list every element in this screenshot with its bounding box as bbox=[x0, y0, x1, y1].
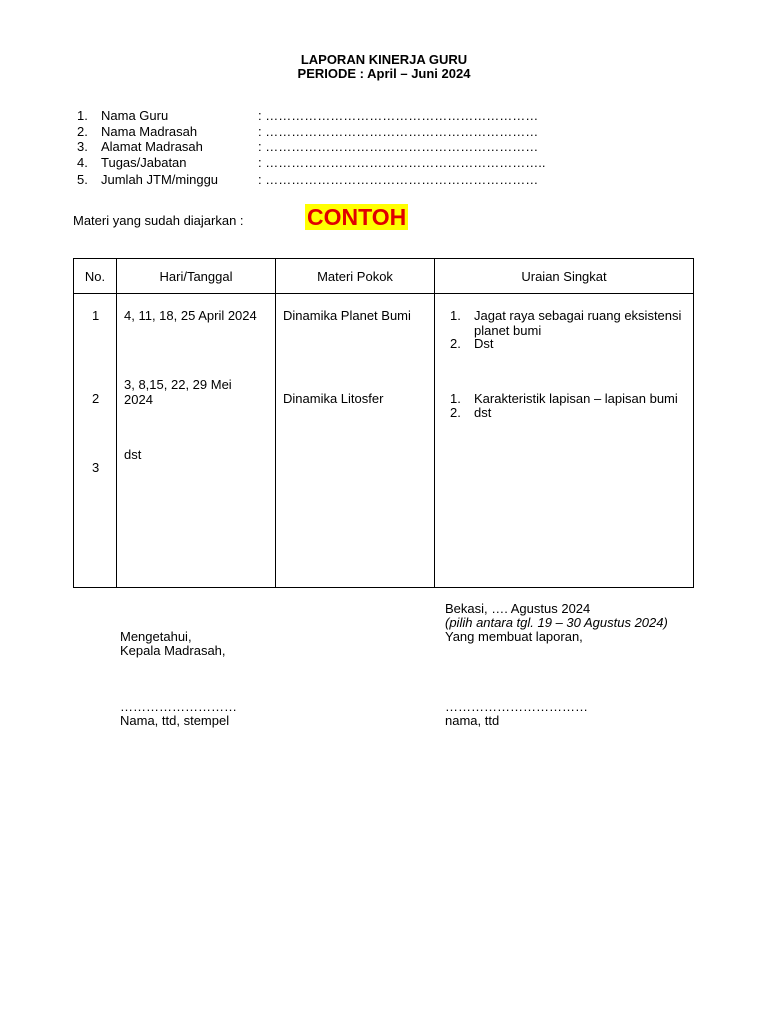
row-no: 2 bbox=[92, 391, 100, 406]
list-text: Karakteristik lapisan – lapisan bumi bbox=[474, 391, 678, 406]
list-num: 1. bbox=[450, 308, 461, 323]
signature-caption: Nama, ttd, stempel bbox=[120, 713, 230, 728]
row-date: dst bbox=[124, 447, 142, 462]
identity-label: Jumlah JTM/minggu bbox=[101, 172, 219, 187]
report-period: PERIODE : April – Juni 2024 bbox=[297, 66, 471, 81]
identity-num: 5. bbox=[77, 172, 88, 187]
row-no: 1 bbox=[92, 308, 100, 323]
acknowledge-label: Mengetahui, bbox=[120, 629, 192, 644]
signature-dots: ……………………… bbox=[120, 699, 237, 714]
identity-label: Nama Guru bbox=[101, 108, 169, 123]
list-num: 2. bbox=[450, 405, 461, 420]
signature-caption: nama, ttd bbox=[445, 713, 500, 728]
uraian-column bbox=[435, 294, 693, 587]
list-text: dst bbox=[474, 405, 492, 420]
materi-label: Materi yang sudah diajarkan : bbox=[73, 213, 244, 228]
table-header-row bbox=[74, 259, 694, 294]
header-uraian: Uraian Singkat bbox=[435, 259, 694, 294]
principal-label: Kepala Madrasah, bbox=[120, 643, 226, 658]
row-no: 3 bbox=[92, 460, 100, 475]
signature-dots: …………………………… bbox=[445, 699, 588, 714]
date-column bbox=[117, 294, 275, 587]
report-title: LAPORAN KINERJA GURU bbox=[300, 52, 468, 67]
report-table bbox=[73, 258, 694, 588]
identity-label: Nama Madrasah bbox=[101, 124, 198, 139]
identity-label: Tugas/Jabatan bbox=[101, 155, 187, 170]
materi-column bbox=[276, 294, 434, 587]
header-materi: Materi Pokok bbox=[276, 259, 435, 294]
row-materi: Dinamika Litosfer bbox=[283, 391, 384, 406]
contoh-badge: CONTOH bbox=[307, 204, 407, 230]
identity-label: Alamat Madrasah bbox=[101, 139, 203, 154]
identity-num: 1. bbox=[77, 108, 88, 123]
identity-value: : ……………………………………………………… bbox=[258, 108, 539, 123]
row-materi: Dinamika Planet Bumi bbox=[283, 308, 411, 323]
place-date: Bekasi, …. Agustus 2024 bbox=[445, 601, 591, 616]
header-date: Hari/Tanggal bbox=[117, 259, 276, 294]
author-label: Yang membuat laporan, bbox=[445, 629, 583, 644]
identity-value: : ……………………………………………………… bbox=[258, 124, 539, 139]
row-date: 4, 11, 18, 25 April 2024 bbox=[124, 308, 257, 323]
identity-num: 4. bbox=[77, 155, 88, 170]
row-date: 3, 8,15, 22, 29 Mei 2024 bbox=[124, 377, 232, 407]
identity-value: : ……………………………………………………… bbox=[258, 139, 539, 154]
identity-value: : ……………………………………………………….. bbox=[258, 155, 546, 170]
list-text: Dst bbox=[474, 336, 494, 351]
table-row bbox=[74, 294, 694, 588]
identity-num: 2. bbox=[77, 124, 88, 139]
date-note: (pilih antara tgl. 19 – 30 Agustus 2024) bbox=[445, 615, 668, 630]
list-num: 2. bbox=[450, 336, 461, 351]
list-text: Jagat raya sebagai ruang eksistensi planet bumi bbox=[474, 308, 682, 338]
identity-value: : ……………………………………………………… bbox=[258, 172, 539, 187]
identity-num: 3. bbox=[77, 139, 88, 154]
list-num: 1. bbox=[450, 391, 461, 406]
header-no: No. bbox=[74, 259, 117, 294]
no-column bbox=[74, 294, 116, 587]
